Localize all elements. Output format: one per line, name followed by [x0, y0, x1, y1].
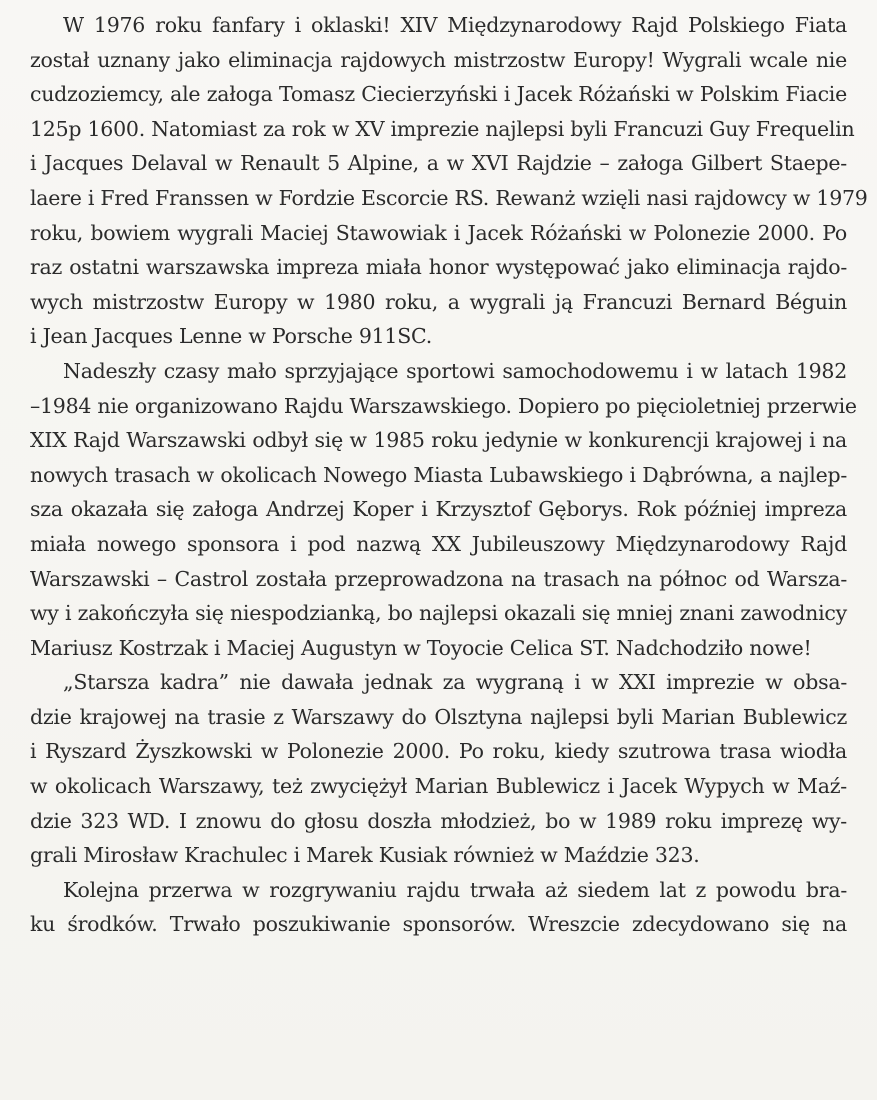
text-line: W 1976 roku fanfary i oklaski! XIV Międzynarodowy Rajd Polskiego Fiata	[63, 13, 847, 37]
text-line: „Starsza kadra” nie dawała jednak za wygraną i w XXI imprezie w obsa-	[63, 670, 847, 695]
text-line: grali Mirosław Krachulec i Marek Kusiak również w Maździe 323.	[30, 843, 700, 868]
text-line: i Jean Jacques Lenne w Porsche 911SC.	[30, 324, 432, 349]
paragraph-3	[30, 665, 847, 873]
text-line: laere i Fred Franssen w Fordzie Escorcie RS. Rewanż wzięli nasi rajdowcy w 1979	[30, 185, 868, 210]
text-line: ku środków. Trwało poszukiwanie sponsorów. Wreszcie zdecydowano się na	[30, 912, 847, 937]
text-line: –1984 nie organizowano Rajdu Warszawskiego. Dopiero po pięcioletniej przerwie	[30, 393, 857, 418]
text-line: w okolicach Warszawy, też zwyciężył Marian Bublewicz i Jacek Wypych w Maź-	[30, 774, 847, 799]
paragraph-4	[30, 873, 847, 942]
text-line: miała nowego sponsora i pod nazwą XX Jubileuszowy Międzynarodowy Rajd	[30, 531, 847, 556]
text-line: 125p 1600. Natomiast za rok w XV imprezie najlepsi byli Francuzi Guy Frequelin	[30, 116, 855, 141]
text-line: Warszawski – Castrol została przeprowadzona na trasach na północ od Warsza-	[30, 566, 847, 591]
text-line: wy i zakończyła się niespodzianką, bo najlepsi okazali się mniej znani zawodnicy	[30, 601, 847, 626]
text-line: nowych trasach w okolicach Nowego Miasta Lubawskiego i Dąbrówna, a najlep-	[30, 462, 847, 487]
text-line: został uznany jako eliminacja rajdowych mistrzostw Europy! Wygrali wcale nie	[30, 47, 847, 72]
text-line: cudzoziemcy, ale załoga Tomasz Ciecierzyński i Jacek Różański w Polskim Fiacie	[30, 82, 847, 107]
text-line: roku, bowiem wygrali Maciej Stawowiak i Jacek Różański w Polonezie 2000. Po	[30, 220, 847, 245]
text-line: Nadeszły czasy mało sprzyjające sportowi samochodowemu i w latach 1982	[63, 358, 847, 383]
text-line: wych mistrzostw Europy w 1980 roku, a wygrali ją Francuzi Bernard Béguin	[30, 289, 847, 314]
text-line: XIX Rajd Warszawski odbył się w 1985 roku jedynie w konkurencji krajowej i na	[30, 428, 847, 453]
text-line: i Jacques Delaval w Renault 5 Alpine, a w XVI Rajdzie – załoga Gilbert Staepe-	[30, 151, 847, 176]
paragraph-1	[30, 8, 868, 354]
text-line: dzie 323 WD. I znowu do głosu doszła młodzież, bo w 1989 roku imprezę wy-	[30, 808, 847, 833]
paragraph-2	[30, 354, 857, 665]
text-line: sza okazała się załoga Andrzej Koper i Krzysztof Gęborys. Rok później impreza	[30, 497, 847, 522]
text-line: Mariusz Kostrzak i Maciej Augustyn w Toyocie Celica ST. Nadchodziło nowe!	[30, 635, 812, 660]
text-line: Kolejna przerwa w rozgrywaniu rajdu trwała aż siedem lat z powodu bra-	[63, 877, 847, 902]
text-line: dzie krajowej na trasie z Warszawy do Olsztyna najlepsi byli Marian Bublewicz	[30, 704, 847, 729]
text-line: raz ostatni warszawska impreza miała honor występować jako eliminacja rajdo-	[30, 255, 847, 280]
text-line: i Ryszard Żyszkowski w Polonezie 2000. Po roku, kiedy szutrowa trasa wiodła	[30, 739, 847, 764]
